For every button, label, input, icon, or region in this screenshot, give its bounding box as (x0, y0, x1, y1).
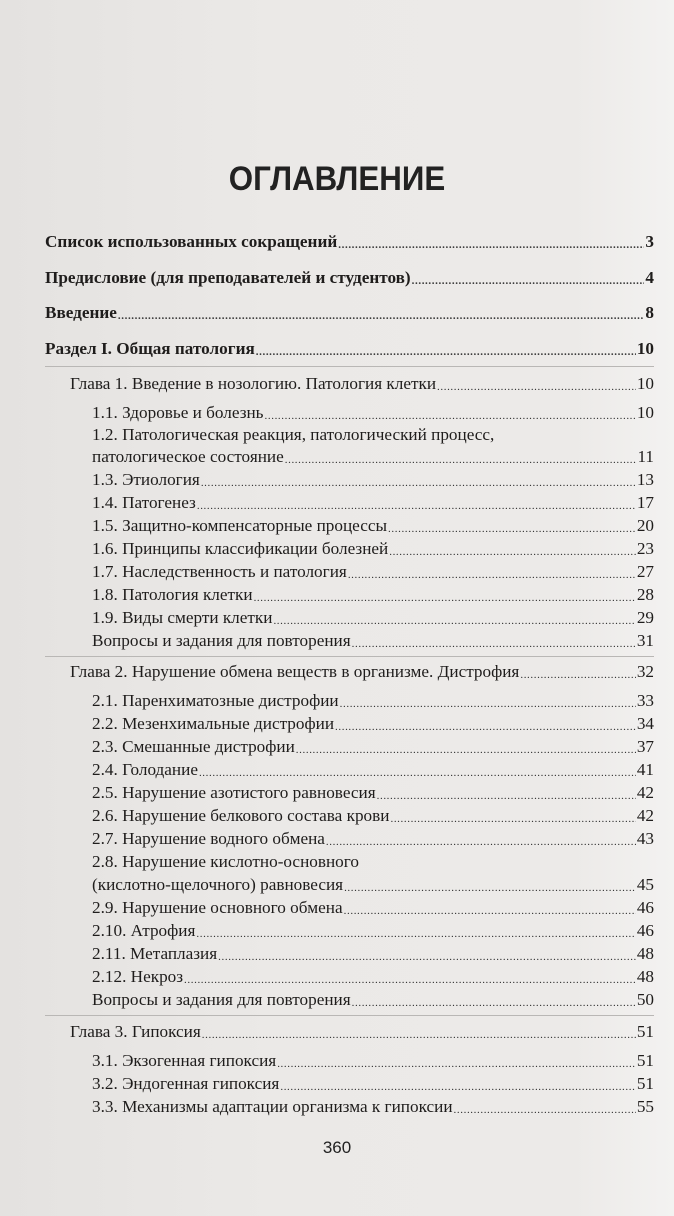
leader-dots (340, 697, 636, 712)
toc-entry-page: 11 (637, 447, 654, 466)
leader-dots (254, 591, 636, 606)
toc-entry-label: 2.11. Метаплазия (92, 944, 218, 963)
toc-subentry[interactable] (92, 713, 654, 735)
toc-entry-page: 43 (636, 829, 654, 848)
leader-dots (202, 1028, 636, 1043)
toc-subentry[interactable] (92, 966, 654, 988)
leader-dots (352, 637, 636, 652)
toc-entry-label: 2.9. Нарушение основного обмена (92, 898, 343, 917)
toc-entry[interactable] (45, 231, 654, 253)
toc-entry-page: 10 (636, 403, 654, 422)
toc-subentry[interactable] (92, 920, 654, 942)
leader-dots (344, 904, 636, 919)
toc-subentry[interactable] (92, 897, 654, 919)
leader-dots (388, 522, 636, 537)
leader-dots (454, 1103, 636, 1118)
toc-entry-page: 28 (636, 585, 654, 604)
toc-entry-page: 41 (636, 760, 654, 779)
toc-entry-label: 1.1. Здоровье и болезнь (92, 403, 264, 422)
leader-dots (390, 812, 635, 827)
toc-entry-label: 1.5. Защитно-компенсаторные процессы (92, 516, 388, 535)
toc-entry-label: 2.5. Нарушение азотистого равновесия (92, 783, 376, 802)
toc-subentry[interactable] (92, 759, 654, 781)
toc-entry-page: 32 (636, 662, 654, 681)
toc-subentry[interactable] (92, 630, 654, 652)
toc-entry-page: 37 (636, 737, 654, 756)
toc-entry-label: Вопросы и задания для повторения (92, 631, 351, 650)
leader-dots (277, 1057, 636, 1072)
leader-dots (520, 668, 635, 683)
toc-entry-page: 10 (636, 374, 654, 393)
leader-dots (265, 409, 636, 424)
leader-dots (437, 380, 636, 395)
toc-entry-page: 55 (636, 1097, 654, 1116)
divider (45, 1015, 654, 1016)
leader-dots (338, 238, 644, 253)
leader-dots (196, 927, 635, 942)
toc-entry-label: 1.8. Патология клетки (92, 585, 253, 604)
leader-dots (285, 453, 637, 468)
leader-dots (326, 835, 636, 850)
toc-subentry[interactable] (92, 805, 654, 827)
leader-dots (218, 950, 636, 965)
toc-entry-label: 3.3. Механизмы адаптации организма к гипоксии (92, 1097, 453, 1116)
toc-entry-label: 2.10. Атрофия (92, 921, 196, 940)
toc-entry-label-line1: 1.2. Патологическая реакция, патологический процесс, (92, 425, 495, 444)
toc-entry-page: 48 (636, 967, 654, 986)
toc-entry-page: 51 (636, 1051, 654, 1070)
toc-entry-label: 1.6. Принципы классификации болезней (92, 539, 389, 558)
toc-subentry[interactable] (92, 690, 654, 712)
toc-entry-label: 2.1. Паренхиматозные дистрофии (92, 691, 339, 710)
toc-subentry[interactable] (92, 1096, 654, 1118)
toc-entry-page: 20 (636, 516, 654, 535)
toc-entry-label: Вопросы и задания для повторения (92, 990, 351, 1009)
leader-dots (352, 996, 636, 1011)
toc-subentry[interactable] (92, 1073, 654, 1095)
leader-dots (201, 476, 636, 491)
page-number: 360 (322, 1138, 352, 1157)
leader-dots (273, 614, 635, 629)
toc-subentry[interactable] (92, 782, 654, 804)
leader-dots (344, 881, 636, 896)
toc-entry-label: 2.7. Нарушение водного обмена (92, 829, 325, 848)
leader-dots (389, 545, 636, 560)
toc-entry-label: 1.3. Этиология (92, 470, 200, 489)
toc-subentry[interactable] (92, 607, 654, 629)
toc-entry-page: 46 (636, 921, 654, 940)
toc-entry-label: 2.2. Мезенхимальные дистрофии (92, 714, 335, 733)
leader-dots (280, 1080, 635, 1095)
leader-dots (199, 766, 636, 781)
divider (45, 366, 654, 367)
leader-dots (197, 499, 636, 514)
toc-entry-page: 50 (636, 990, 654, 1009)
toc-entry-page: 42 (636, 783, 654, 802)
toc-entry-label: Глава 3. Гипоксия (70, 1022, 201, 1041)
toc-entry-label: 2.4. Голодание (92, 760, 198, 779)
toc-subentry[interactable] (92, 446, 654, 468)
toc-subentry[interactable] (92, 515, 654, 537)
toc-entry-label: 2.6. Нарушение белкового состава крови (92, 806, 390, 825)
toc-entry-page: 17 (636, 493, 654, 512)
toc-entry-page: 4 (645, 268, 654, 287)
toc-entry-page: 31 (636, 631, 654, 650)
leader-dots (256, 345, 636, 360)
toc-subentry[interactable] (92, 492, 654, 514)
toc-entry[interactable] (45, 302, 654, 324)
toc-entry-page: 13 (636, 470, 654, 489)
toc-entry-label: 3.1. Экзогенная гипоксия (92, 1051, 277, 1070)
toc-entry-page: 51 (636, 1074, 654, 1093)
toc-entry-label: 1.9. Виды смерти клетки (92, 608, 273, 627)
toc-subentry[interactable] (92, 828, 654, 850)
toc-entry-label: патологическое состояние (92, 447, 284, 466)
toc-entry-label: Предисловие (для преподавателей и студентов) (45, 268, 411, 287)
toc-entry-label-line1: 2.8. Нарушение кислотно-основного (92, 852, 359, 871)
toc-entry-label: 1.4. Патогенез (92, 493, 196, 512)
toc-subentry[interactable] (92, 561, 654, 583)
toc-entry-page: 29 (636, 608, 654, 627)
toc-entry-page: 10 (636, 339, 654, 358)
toc-entry-page: 42 (636, 806, 654, 825)
toc-subentry[interactable] (92, 989, 654, 1011)
toc-entry-page: 23 (636, 539, 654, 558)
toc-entry-page: 8 (645, 303, 654, 322)
toc-entry-page: 33 (636, 691, 654, 710)
toc-entry-page: 46 (636, 898, 654, 917)
toc-chapter-entry[interactable] (70, 373, 654, 395)
toc-entry-label: 2.3. Смешанные дистрофии (92, 737, 295, 756)
toc-entry-page: 27 (636, 562, 654, 581)
toc-subentry[interactable] (92, 874, 654, 896)
toc-entry-label: Глава 2. Нарушение обмена веществ в организме. Дистрофия (70, 662, 520, 681)
toc-subentry[interactable] (92, 469, 654, 491)
toc-subentry[interactable] (92, 402, 654, 424)
leader-dots (377, 789, 636, 804)
toc-entry-label: Список использованных сокращений (45, 232, 338, 251)
toc-entry-page: 45 (636, 875, 654, 894)
toc-subentry[interactable] (92, 943, 654, 965)
toc-subentry[interactable] (92, 736, 654, 758)
toc-entry-label: 2.12. Некроз (92, 967, 184, 986)
toc-entry-label: Введение (45, 303, 117, 322)
page-title: ОГЛАВЛЕНИЕ (228, 160, 446, 198)
leader-dots (335, 720, 636, 735)
toc-section-entry[interactable] (45, 338, 654, 360)
toc-chapter-entry[interactable] (70, 1021, 654, 1043)
toc-entry-label: 3.2. Эндогенная гипоксия (92, 1074, 280, 1093)
toc-entry-page: 34 (636, 714, 654, 733)
toc-subentry[interactable] (92, 1050, 654, 1072)
toc-subentry[interactable] (92, 584, 654, 606)
toc-entry-page: 3 (645, 232, 654, 251)
toc-entry-label: Глава 1. Введение в нозологию. Патология клетки (70, 374, 437, 393)
divider (45, 656, 654, 657)
leader-dots (184, 973, 636, 988)
toc-entry[interactable] (45, 267, 654, 289)
leader-dots (296, 743, 636, 758)
toc-entry-label: (кислотно-щелочного) равновесия (92, 875, 344, 894)
toc-chapter-entry[interactable] (70, 661, 654, 683)
toc-entry-label: Раздел I. Общая патология (45, 339, 255, 358)
toc-entry-label: 1.7. Наследственность и патология (92, 562, 347, 581)
leader-dots (118, 309, 645, 324)
leader-dots (412, 274, 645, 289)
toc-entry-page: 51 (636, 1022, 654, 1041)
leader-dots (348, 568, 636, 583)
toc-entry-page: 48 (636, 944, 654, 963)
toc-subentry[interactable] (92, 538, 654, 560)
